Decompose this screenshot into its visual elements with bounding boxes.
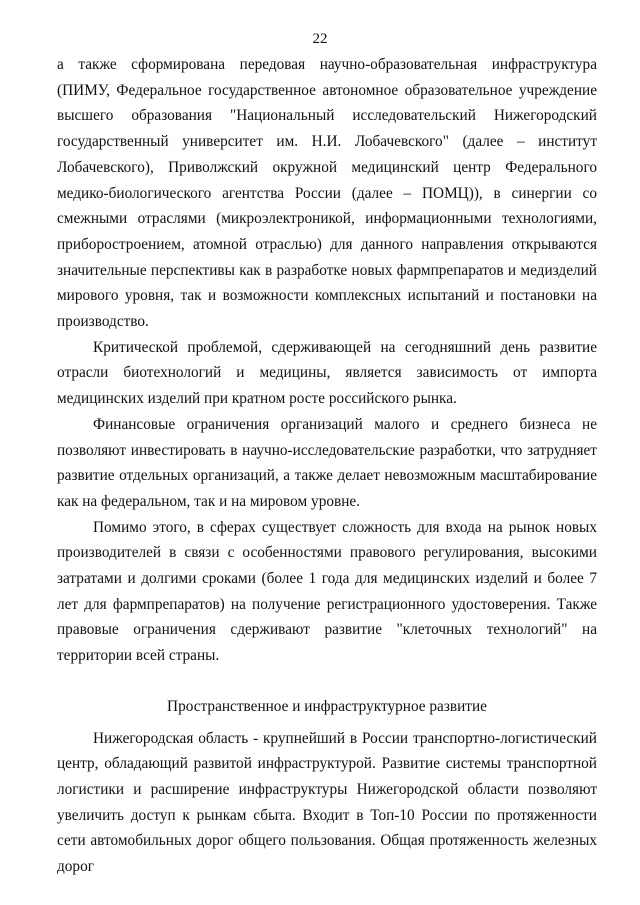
paragraph-financial-limits: Финансовые ограничения организаций малого и среднего бизнеса не позволяют инвестировать в научно-исследовательские разработки, что затрудняет развитие отдельных организаций, а также делает невозможным масштабирование как на федеральном, так и на мировом уровне.	[57, 415, 597, 510]
section-heading: Пространственное и инфраструктурное развитие	[167, 697, 487, 715]
paragraph-critical-problem: Критической проблемой, сдерживающей на сегодняшний день развитие отрасли биотехнологий и медицины, является зависимость от импорта медицинских изделий при кратном росте российского рынка.	[57, 338, 597, 408]
document-body	[57, 52, 597, 880]
paragraph-infrastructure: Нижегородская область - крупнейший в России транспортно-логистический центр, обладающий развитой инфраструктурой. Развитие системы транспортной логистики и расширение инфраструктуры Нижегородской области позволяют увеличить доступ к рынкам сбыта. Входит в Топ-10 России по протяженности сети автомобильных дорог общего пользования. Общая протяженность железных дорог	[57, 729, 597, 876]
paragraph-market-entry: Помимо этого, в сферах существует сложность для входа на рынок новых производителей в связи с особенностями правового регулирования, высокими затратами и долгими сроками (более 1 года для медицинских изделий и более 7 лет для фармпрепаратов) на получение регистрационного удостоверения. Также правовые ограничения сдерживают развитие "клеточных технологий" на территории всей страны.	[57, 518, 597, 665]
page-number: 22	[312, 31, 328, 47]
paragraph-continuation: а также сформирована передовая научно-образовательная инфраструктура (ПИМУ, Федеральное государственное автономное образовательное учреждение высшего образования "Национальный исследовательский Нижегородский государственный университет им. Н.И. Лобачевского" (далее – институт Лобачевского), Приволжский окружной медицинский центр Федерального медико-биологического агентства России (далее – ПОМЦ)), в синергии со смежными отраслями (микроэлектроникой, информационными технологиями, приборостроением, атомной отраслью) для данного направления открываются значительные перспективы как в разработке новых фармпрепаратов и медизделий мирового уровня, так и возможности комплексных испытаний и постановки на производство.	[57, 56, 597, 331]
